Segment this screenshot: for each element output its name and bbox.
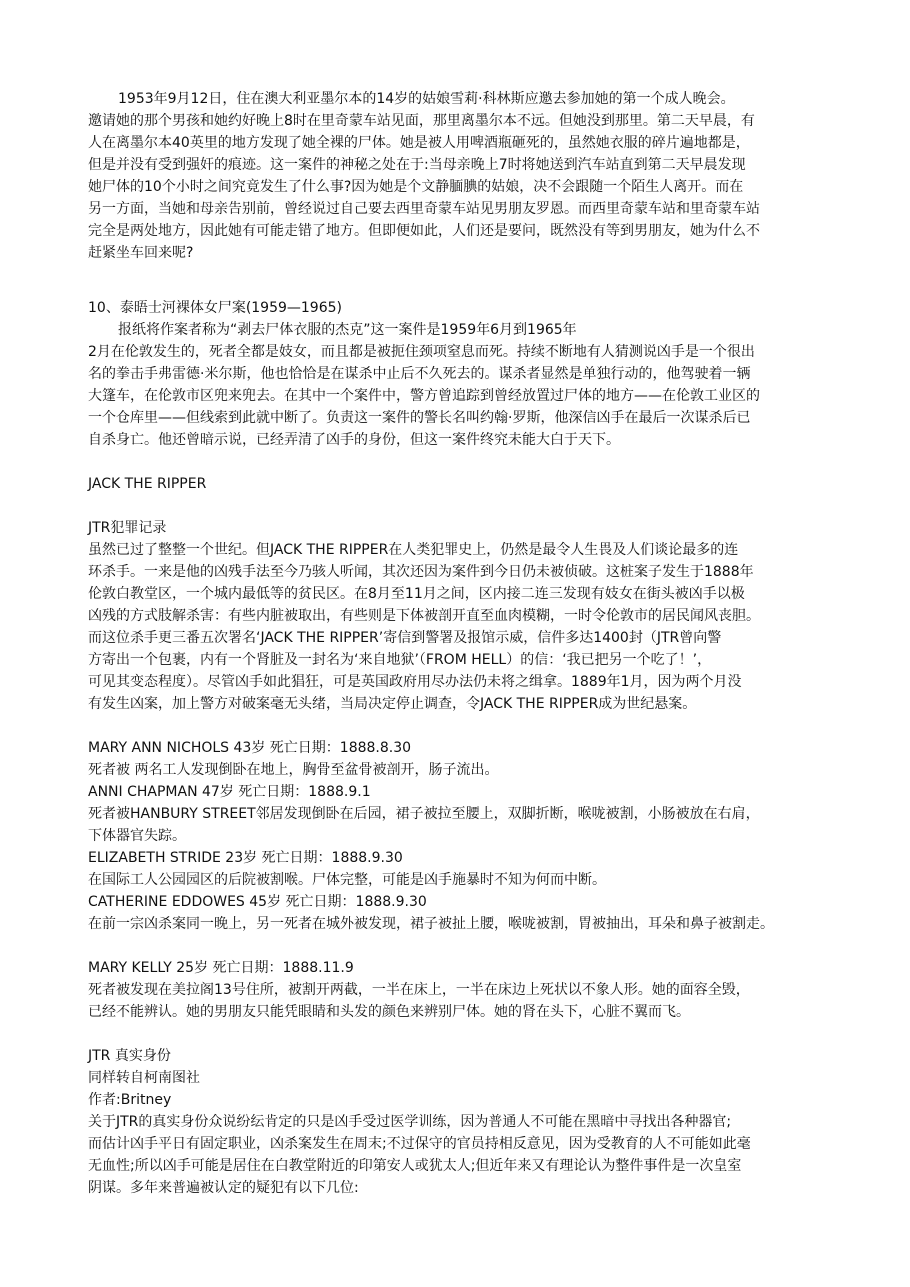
identity-title: JTR 真实身份 xyxy=(88,1048,171,1064)
victim-description: 在国际工人公园园区的后院被割喉。尸体完整，可能是凶手施暴时不知为何而中断。 xyxy=(88,872,606,888)
victim-entry: MARY ANN NICHOLS 43岁 死亡日期：1888.8.30 xyxy=(88,740,412,756)
paragraph-jtr-record xyxy=(88,539,833,715)
text-line: 而估计凶手平日有固定职业，凶杀案发生在周末;不过保守的官员持相反意见，因为受教育的人不可能如此毫 xyxy=(88,1136,751,1152)
text-line: 完全是两处地方，因此她有可能走错了地方。但即便如此，人们还是要问，既然没有等到男朋友，她为什么不 xyxy=(88,223,760,239)
text-line: 伦敦白教堂区，一个城内最低等的贫民区。在8月至11月之间，区内接二连三发现有妓女在街头被凶手以极 xyxy=(88,586,745,602)
victim-description: 在前一宗凶杀案同一晚上，另一死者在城外被发现，裙子被扯上腰，喉咙被割，胃被抽出，耳朵和鼻子被割走。 xyxy=(88,916,774,932)
case-10-title: 10、泰晤士河裸体女尸案(1959—1965) xyxy=(88,300,342,316)
text-line: 报纸将作案者称为“剥去尸体衣服的杰克”这一案件是1959年6月到1965年 xyxy=(118,322,577,338)
victim-entry: CATHERINE EDDOWES 45岁 死亡日期：1888.9.30 xyxy=(88,894,427,910)
victim-entry: ANNI CHAPMAN 47岁 死亡日期：1888.9.1 xyxy=(88,784,371,800)
victim-description: 下体器官失踪。 xyxy=(88,828,186,844)
victim-entry: ELIZABETH STRIDE 23岁 死亡日期：1888.9.30 xyxy=(88,850,403,866)
victims-list xyxy=(88,737,833,935)
victim-description: 死者被HANBURY STREET邻居发现倒卧在后园，裙子被拉至腰上，双脚折断，喉咙被割，小肠被放在右肩， xyxy=(88,806,760,822)
text-line: 虽然已过了整整一个世纪。但JACK THE RIPPER在人类犯罪史上，仍然是最令人生畏及人们谈论最多的连 xyxy=(88,542,739,558)
text-line: 凶残的方式肢解杀害：有些内脏被取出，有些则是下体被剖开直至血肉模糊，一时令伦敦市的居民闻风丧胆。 xyxy=(88,608,760,624)
jtr-identity-section xyxy=(88,1045,833,1199)
victim-entry: MARY KELLY 25岁 死亡日期：1888.11.9 xyxy=(88,960,354,976)
document-page xyxy=(88,88,833,1199)
text-line: 而这位杀手更三番五次署名‘JACK THE RIPPER’寄信到警署及报馆示威，信件多达1400封（JTR曾向警 xyxy=(88,630,722,646)
text-line: 但是并没有受到强奸的痕迹。这一案件的神秘之处在于:当母亲晚上7时将她送到汽车站直到第二天早晨发现 xyxy=(88,157,746,173)
text-line: 她尸体的10个小时之间究竟发生了什么事?因为她是个文静腼腆的姑娘，决不会跟随一个陌生人离开。而在 xyxy=(88,179,744,195)
text-line: 有发生凶案，加上警方对破案毫无头绪，当局决定停止调查，令JACK THE RIPPER成为世纪悬案。 xyxy=(88,696,697,712)
text-line: 名的拳击手弗雷德·米尔斯，他也恰恰是在谋杀中止后不久死去的。谋杀者显然是单独行动的，他驾驶着一辆 xyxy=(88,366,751,382)
victim-description: 已经不能辨认。她的男朋友只能凭眼睛和头发的颜色来辨别尸体。她的肾在头下，心脏不翼而飞。 xyxy=(88,1004,690,1020)
text-line: 邀请她的那个男孩和她约好晚上8时在里奇蒙车站见面，那里离墨尔本不远。但她没到那里。第二天早晨，有 xyxy=(88,113,755,129)
text-line: 赶紧坐车回来呢? xyxy=(88,245,194,261)
jtr-record-title: JTR犯罪记录 xyxy=(88,520,167,536)
text-line: 环杀手。一来是他的凶残手法至今乃骇人听闻，其次还因为案件到今日仍未被侦破。这桩案子发生于1888年 xyxy=(88,564,754,580)
text-line: 一个仓库里——但线索到此就中断了。负责这一案件的警长名叫约翰·罗斯，他深信凶手在最后一次谋杀后已 xyxy=(88,410,751,426)
victim-description: 死者被 两名工人发现倒卧在地上，胸骨至盆骨被剖开，肠子流出。 xyxy=(88,762,499,778)
text-line: 关于JTR的真实身份众说纷纭肯定的只是凶手受过医学训练，因为普通人不可能在黑暗中寻找出各种器官; xyxy=(88,1114,732,1130)
paragraph-thames-case xyxy=(88,319,833,451)
identity-author: 作者:Britney xyxy=(88,1092,172,1108)
text-line: 无血性;所以凶手可能是居住在白教堂附近的印第安人或犹太人;但近年来又有理论认为整件事件是一次皇室 xyxy=(88,1158,742,1174)
text-line: 方寄出一个包裹，内有一个肾脏及一封名为‘来自地狱’（FROM HELL）的信：‘我已把另一个吃了！’， xyxy=(88,652,712,668)
text-line: 2月在伦敦发生的，死者全都是妓女，而且都是被扼住颈项窒息而死。持续不断地有人猜测说凶手是一个很出 xyxy=(88,344,755,360)
victim-description: 死者被发现在美拉阁13号住所，被割开两截，一半在床上，一半在床边上死状以不象人形。她的面容全毁， xyxy=(88,982,750,998)
text-line: 可见其变态程度）。尽管凶手如此猖狂，可是英国政府用尽办法仍未将之缉拿。1889年1月，因为两个月没 xyxy=(88,674,742,690)
text-line: 自杀身亡。他还曾暗示说，已经弄清了凶手的身份，但这一案件终究未能大白于天下。 xyxy=(88,432,620,448)
text-line: 1953年9月12日，住在澳大利亚墨尔本的14岁的姑娘雪莉·科林斯应邀去参加她的第一个成人晚会。 xyxy=(118,91,735,107)
victims-list-kelly xyxy=(88,957,833,1023)
jtr-heading: JACK THE RIPPER xyxy=(88,476,207,492)
text-line: 大篷车，在伦敦市区兜来兜去。在其中一个案件中，警方曾追踪到曾经放置过尸体的地方——在伦敦工业区的 xyxy=(88,388,760,404)
text-line: 另一方面，当她和母亲告别前，曾经说过自己要去西里奇蒙车站见男朋友罗恩。而西里奇蒙车站和里奇蒙车站 xyxy=(88,201,760,217)
paragraph-shirley-collins xyxy=(88,88,833,264)
text-line: 人在离墨尔本40英里的地方发现了她全裸的尸体。她是被人用啤酒瓶砸死的，虽然她衣服的碎片遍地都是， xyxy=(88,135,750,151)
text-line: 阴谋。多年来普遍被认定的疑犯有以下几位: xyxy=(88,1180,359,1196)
identity-source: 同样转自柯南图社 xyxy=(88,1070,200,1086)
